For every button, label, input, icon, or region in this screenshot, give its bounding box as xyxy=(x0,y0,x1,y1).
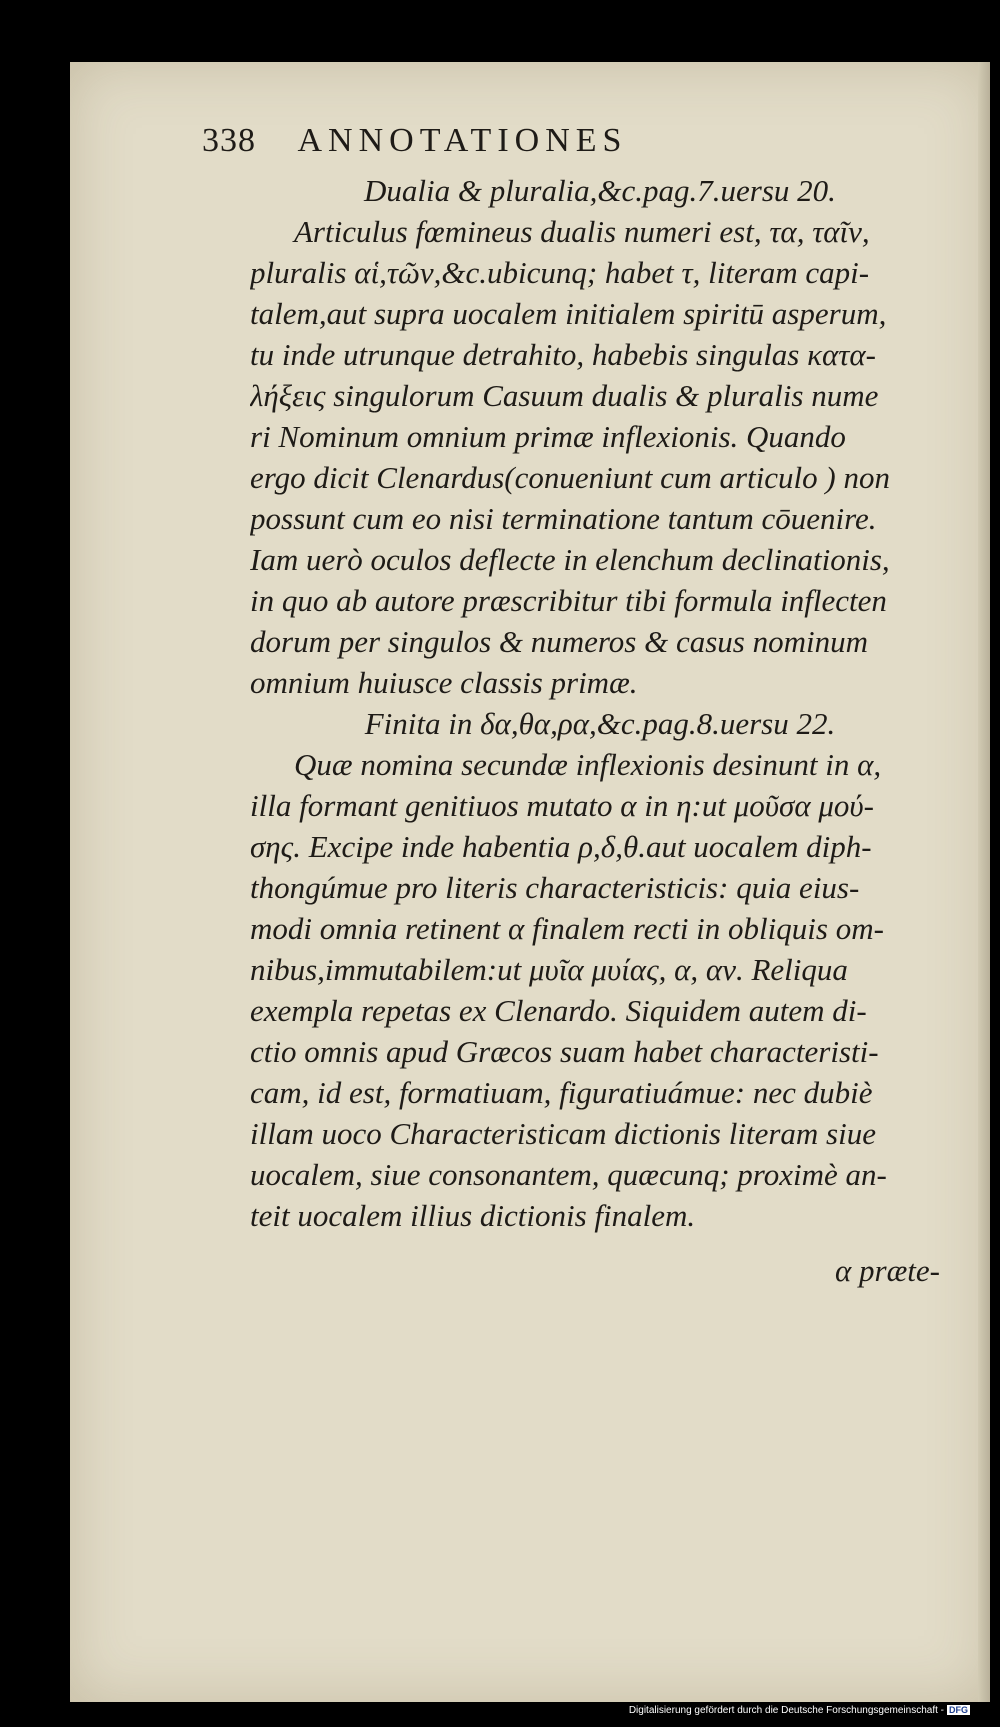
credit-text: Digitalisierung gefördert durch die Deutsche Forschungsgemeinschaft - xyxy=(628,1705,944,1716)
text-line: thongúmue pro literis characteristicis: quia eius- xyxy=(250,870,860,905)
text-line: exempla repetas ex Clenardo. Siquidem autem di- xyxy=(250,993,867,1028)
text-line: nibus,immutabilem:ut μυῖα μυίας, α, αν. Reliqua xyxy=(250,952,848,987)
text-line: Articulus fœmineus dualis numeri est, τα, ταῖν, xyxy=(294,214,870,249)
catchword: α præte- xyxy=(835,1253,940,1288)
dfg-logo: DFG xyxy=(949,1705,968,1715)
text-line: ctio omnis apud Græcos suam habet characteristi- xyxy=(250,1034,879,1069)
text-line: modi omnia retinent α finalem recti in obliquis om- xyxy=(250,911,884,946)
text-line: pluralis αἱ,τῶν,&c.ubicunq; habet τ, literam capi- xyxy=(250,255,870,290)
text-line: illam uoco Characteristicam dictionis literam siue xyxy=(250,1116,876,1151)
text-line: Quæ nomina secundæ inflexionis desinunt in α, xyxy=(294,747,882,782)
book-page xyxy=(70,62,990,1702)
text-line: σης. Excipe inde habentia ρ,δ,θ.aut uocalem diph- xyxy=(250,829,872,864)
text-block xyxy=(250,170,950,1291)
text-line: dorum per singulos & numeros & casus nominum xyxy=(250,624,869,659)
text-line: in quo ab autore præscribitur tibi formula inflecten xyxy=(250,583,887,618)
text-line: illa formant genitiuos mutato α in η:ut μοῦσα μού- xyxy=(250,788,874,823)
digitization-credit xyxy=(629,1705,970,1716)
section-heading: Finita in δα,θα,ρα,&c.pag.8.uersu 22. xyxy=(364,706,836,741)
text-line: talem,aut supra uocalem initialem spiritū asperum, xyxy=(250,296,887,331)
text-line: teit uocalem illius dictionis finalem. xyxy=(250,1198,696,1233)
text-line: cam, id est, formatiuam, figuratiuámue: nec dubiè xyxy=(250,1075,873,1110)
text-line: Iam uerò oculos deflecte in elenchum declinationis, xyxy=(250,542,890,577)
text-line: tu inde utrunque detrahito, habebis singulas κατα- xyxy=(250,337,876,372)
text-line: possunt cum eo nisi terminatione tantum cōuenire. xyxy=(250,501,877,536)
running-title: ANNOTATIONES xyxy=(297,122,628,159)
text-line: omnium huiusce classis primæ. xyxy=(250,665,638,700)
text-line: uocalem, siue consonantem, quæcunq; proximè an- xyxy=(250,1157,887,1192)
page-number: 338 xyxy=(202,122,256,159)
text-line: ergo dicit Clenardus(conueniunt cum articulo ) non xyxy=(250,460,890,495)
page-edge xyxy=(978,62,990,1702)
section-heading: Dualia & pluralia,&c.pag.7.uersu 20. xyxy=(364,173,836,208)
running-head xyxy=(202,122,627,160)
text-line: λήξεις singulorum Casuum dualis & pluralis nume xyxy=(250,378,879,413)
spacer xyxy=(250,1236,950,1250)
text-line: ri Nominum omnium primæ inflexionis. Quando xyxy=(250,419,846,454)
